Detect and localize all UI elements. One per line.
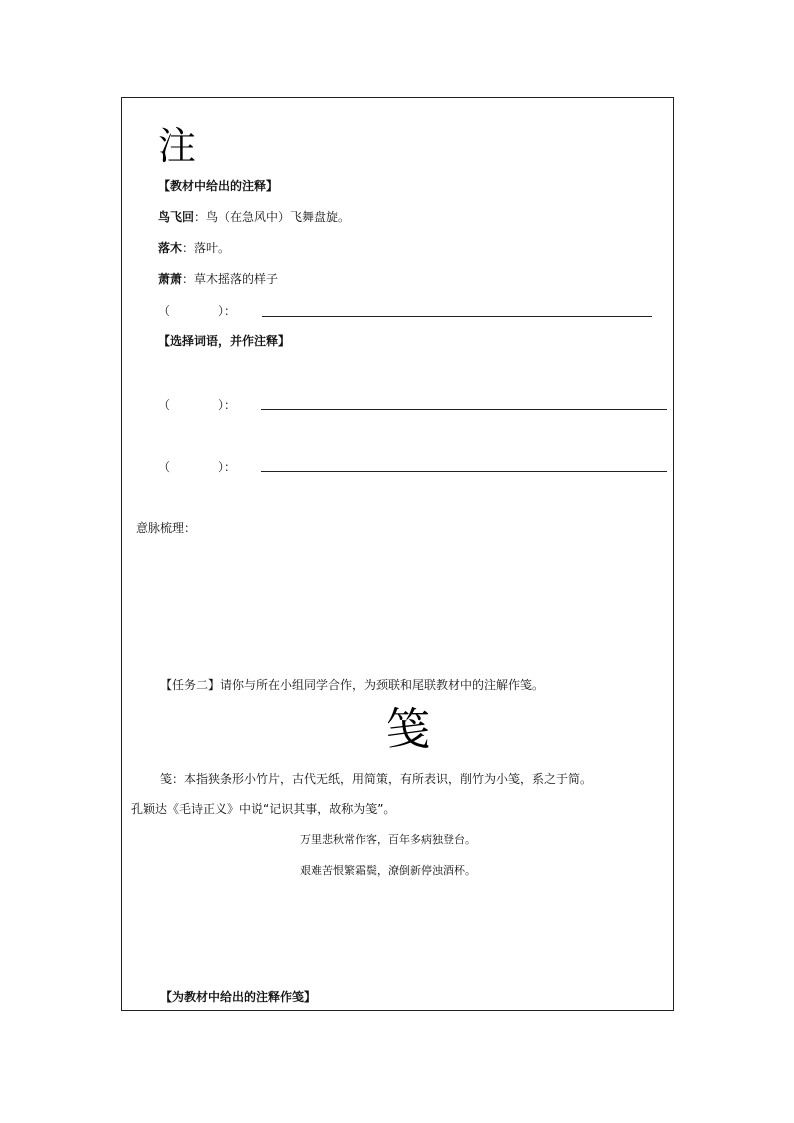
section-heading-annotate-notes: 【为教材中给出的注释作笺】: [160, 990, 317, 1004]
annotation-term: 萧萧: [158, 272, 183, 286]
context-outline-label: 意脉梳理：: [136, 521, 197, 535]
blank-term-label: （ ）：: [158, 460, 237, 474]
poem-line: 艰难苦恨繁霜鬓，潦倒新停浊酒杯。: [300, 864, 476, 877]
annotation-text: ：草木摇落的样子: [182, 272, 279, 286]
blank-term-label: （ ）：: [158, 304, 237, 318]
blank-answer-line[interactable]: [262, 316, 652, 317]
jian-definition-line2: 孔颖达《毛诗正义》中说“记识其事，故称为笺”。: [131, 802, 396, 816]
annotation-text: ：鸟（在急风中）飞舞盘旋。: [194, 210, 351, 224]
annotation-row: [158, 209, 350, 225]
section-heading-textbook-notes: 【教材中给出的注释】: [158, 179, 279, 193]
poem-line: 万里悲秋常作客，百年多病独登台。: [300, 833, 476, 846]
blank-answer-line[interactable]: [261, 471, 667, 472]
annotation-term: 落木: [158, 241, 183, 255]
section-heading-choose-words: 【选择词语，并作注释】: [158, 334, 291, 348]
task2-instruction: 【任务二】请你与所在小组同学合作，为颈联和尾联教材中的注解作笺。: [160, 678, 545, 692]
annotation-row: [158, 240, 230, 256]
seal-character-jian: 笺: [386, 704, 430, 755]
annotation-term: 鸟飞回: [158, 210, 195, 224]
annotation-text: ：落叶。: [182, 241, 231, 255]
seal-character-zhu: 注: [158, 124, 197, 168]
blank-term-label: （ ）：: [158, 398, 237, 412]
jian-definition-line1: 笺：本指狭条形小竹片，古代无纸，用简策，有所表识，削竹为小笺，系之于简。: [160, 772, 593, 786]
annotation-row: [158, 271, 278, 287]
blank-answer-line[interactable]: [261, 409, 667, 410]
